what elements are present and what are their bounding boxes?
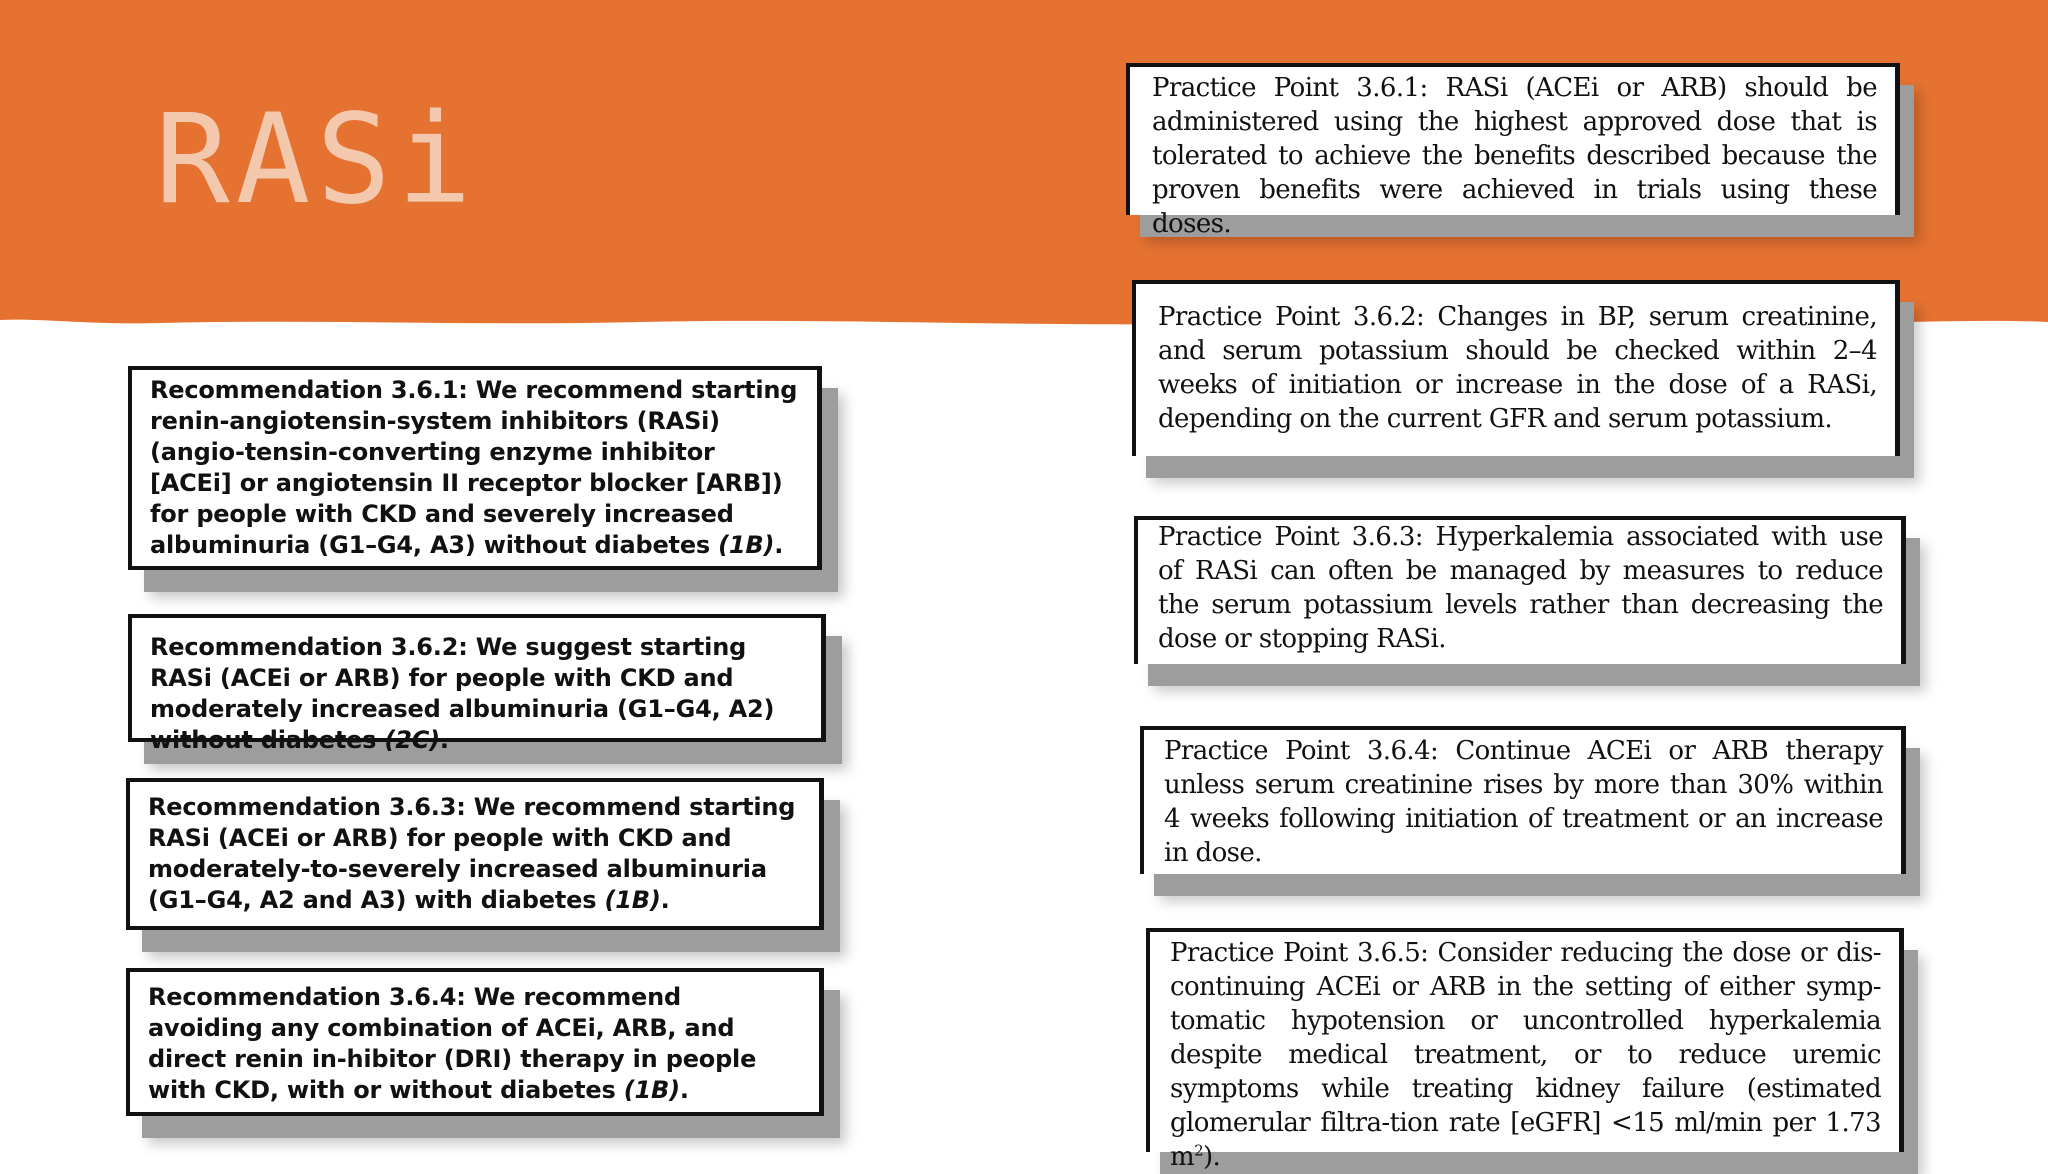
slide-title: RASi: [155, 88, 478, 232]
evidence-grade: (1B): [604, 886, 661, 914]
recommendation-body: Recommendation 3.6.1: We recommend starting renin-angiotensin-system inhibitors (RASi) (angio-tensin-converting enzyme inhibitor [ACEi] or angiotensin II receptor blocker [ARB]) for people with CKD and severely increased albuminuria (G1–G4, A3) without diabetes: [150, 376, 798, 559]
punctuation: .: [774, 531, 784, 559]
recommendation-box-3: [126, 778, 824, 930]
practice-point-body: Practice Point 3.6.5: Consider reducing the dose or dis-continuing ACEi or ARB in the setting of either symp-tomatic hypotension or uncontrolled hyperkalemia despite medical treatment, or to reduce uremic symptoms while treating kidney failure (estimated glomerular filtra-tion rate [eGFR] <15 ml/min per 1.73 m: [1170, 938, 1881, 1172]
evidence-grade: (1B): [718, 531, 775, 559]
practice-point-text-2: Practice Point 3.6.2: Changes in BP, serum creatinine, and serum potassium should be checked within 2–4 weeks of initiation or increase in the dose of a RASi, depending on the current GFR and serum potassium.: [1158, 302, 1877, 434]
recommendation-text-1: [150, 375, 801, 561]
recommendation-text-2: [150, 632, 805, 756]
punctuation: .: [660, 886, 670, 914]
practice-point-box-2: [1132, 280, 1900, 456]
practice-point-box-1: [1126, 63, 1900, 239]
practice-point-box-3: [1134, 516, 1906, 664]
recommendation-body: Recommendation 3.6.3: We recommend starting RASi (ACEi or ARB) for people with CKD and moderately-to-severely increased albuminuria (G1–G4, A2 and A3) with diabetes: [148, 793, 796, 914]
superscript: 2: [1194, 1141, 1204, 1160]
evidence-grade: (2C): [384, 726, 440, 754]
punctuation: .: [439, 726, 449, 754]
practice-point-text-4: Practice Point 3.6.4: Continue ACEi or ARB therapy unless serum creatinine rises by more than 30% within 4 weeks following initiation of treatment or an increase in dose.: [1164, 736, 1883, 868]
practice-point-text-3: Practice Point 3.6.3: Hyperkalemia associated with use of RASi can often be managed by measures to reduce the serum potassium levels rather than decreasing the dose or stopping RASi.: [1158, 522, 1883, 654]
recommendation-body: Recommendation 3.6.2: We suggest starting RASi (ACEi or ARB) for people with CKD and moderately increased albuminuria (G1–G4, A2) without diabetes: [150, 633, 775, 754]
practice-point-box-5: [1146, 928, 1904, 1172]
punctuation: ).: [1203, 1142, 1221, 1172]
recommendation-box-2: [128, 614, 826, 754]
recommendation-text-4: [148, 982, 803, 1106]
recommendation-body: Recommendation 3.6.4: We recommend avoiding any combination of ACEi, ARB, and direct renin in-hibitor (DRI) therapy in people with CKD, with or without diabetes: [148, 983, 757, 1104]
evidence-grade: (1B): [623, 1076, 680, 1104]
punctuation: .: [679, 1076, 689, 1104]
practice-point-text-5: [1170, 936, 1881, 1174]
practice-point-box-4: [1140, 726, 1906, 874]
recommendation-box-4: [126, 968, 824, 1116]
practice-point-text-1: Practice Point 3.6.1: RASi (ACEi or ARB) should be administered using the highest approved dose that is tolerated to achieve the benefits described because the proven benefits were achieved in trials using these doses.: [1152, 73, 1877, 239]
recommendation-text-3: [148, 792, 803, 916]
recommendation-box-1: [128, 366, 822, 570]
